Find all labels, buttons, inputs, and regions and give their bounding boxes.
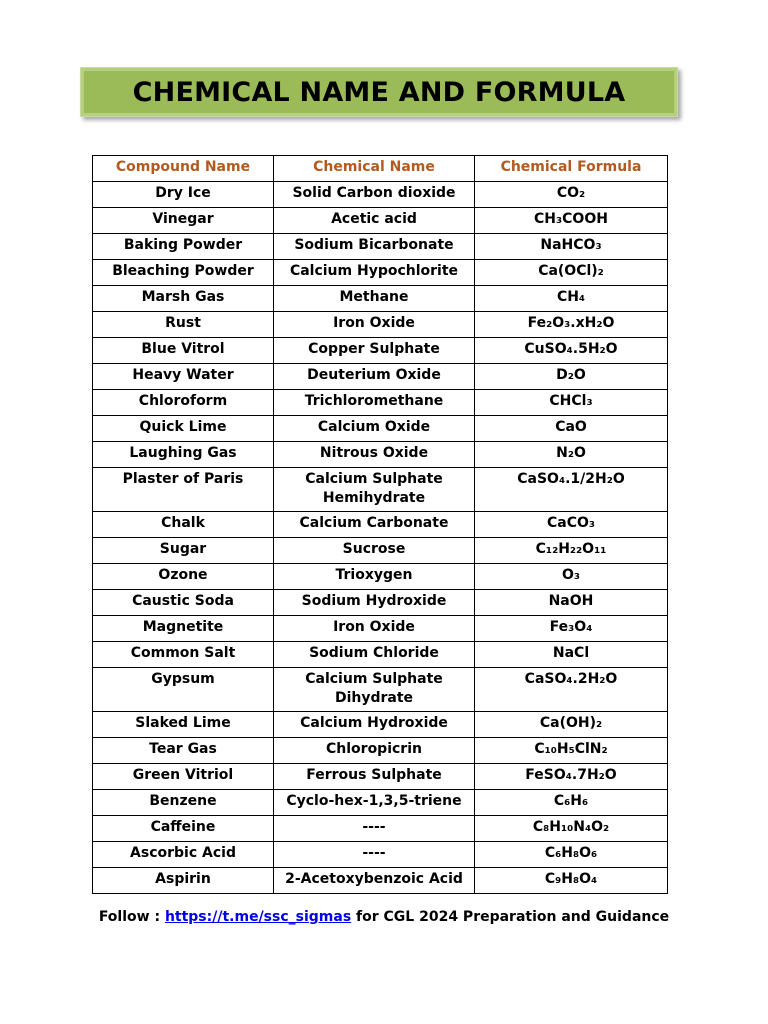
compound-name-cell: Quick Lime [93,416,274,442]
compound-name-cell: Marsh Gas [93,286,274,312]
table-body [93,182,668,894]
chemical-formula-cell: CO₂ [475,182,668,208]
chemical-formula-cell: NaOH [475,590,668,616]
column-header-chemical-formula: Chemical Formula [475,156,668,182]
table-row [93,390,668,416]
compound-name-cell: Vinegar [93,208,274,234]
chemical-name-cell: Calcium Sulphate Dihydrate [274,668,475,712]
compound-name-cell: Common Salt [93,642,274,668]
chemical-formula-cell: C₉H₈O₄ [475,868,668,894]
chemical-formula-cell: CHCl₃ [475,390,668,416]
compound-name-cell: Ascorbic Acid [93,842,274,868]
chemical-formula-cell: D₂O [475,364,668,390]
chemical-name-cell: Iron Oxide [274,312,475,338]
compound-name-cell: Green Vitriol [93,764,274,790]
table-row [93,816,668,842]
chemical-name-cell: Sodium Chloride [274,642,475,668]
chemical-name-cell: Trichloromethane [274,390,475,416]
table-row [93,364,668,390]
compound-name-cell: Laughing Gas [93,442,274,468]
chemical-name-cell: Sodium Hydroxide [274,590,475,616]
chemical-name-cell: Iron Oxide [274,616,475,642]
compound-name-cell: Caustic Soda [93,590,274,616]
table-header-row [93,156,668,182]
chemical-formula-cell: Fe₃O₄ [475,616,668,642]
table-row [93,442,668,468]
column-header-chemical-name: Chemical Name [274,156,475,182]
chemical-formula-cell: C₈H₁₀N₄O₂ [475,816,668,842]
chemical-name-cell: Calcium Oxide [274,416,475,442]
chemical-formula-cell: FeSO₄.7H₂O [475,764,668,790]
chemical-formula-cell: CH₄ [475,286,668,312]
chemical-formula-cell: CaCO₃ [475,512,668,538]
chemical-name-cell: Sodium Bicarbonate [274,234,475,260]
footer-suffix: for CGL 2024 Preparation and Guidance [351,909,670,925]
compound-name-cell: Dry Ice [93,182,274,208]
telegram-link[interactable]: https://t.me/ssc_sigmas [164,909,352,925]
compound-name-cell: Gypsum [93,668,274,712]
chemical-formula-cell: Ca(OCl)₂ [475,260,668,286]
footer-prefix: Follow : [98,909,165,925]
table-row [93,738,668,764]
chemical-formula-cell: C₆H₆ [475,790,668,816]
chemical-name-cell: Cyclo-hex-1,3,5-triene [274,790,475,816]
compound-name-cell: Caffeine [93,816,274,842]
table-row [93,790,668,816]
table-row [93,564,668,590]
chemical-formula-cell: CaO [475,416,668,442]
chemical-table [92,155,668,894]
table-row [93,842,668,868]
table-row [93,868,668,894]
chemical-name-cell: 2-Acetoxybenzoic Acid [274,868,475,894]
compound-name-cell: Tear Gas [93,738,274,764]
chemical-name-cell: Copper Sulphate [274,338,475,364]
compound-name-cell: Blue Vitrol [93,338,274,364]
chemical-formula-cell: Fe₂O₃.xH₂O [475,312,668,338]
compound-name-cell: Aspirin [93,868,274,894]
compound-name-cell: Benzene [93,790,274,816]
table-row [93,512,668,538]
compound-name-cell: Baking Powder [93,234,274,260]
compound-name-cell: Chloroform [93,390,274,416]
table-row [93,616,668,642]
chemical-name-cell: Nitrous Oxide [274,442,475,468]
table-row [93,338,668,364]
chemical-name-cell: ---- [274,816,475,842]
chemical-name-cell: ---- [274,842,475,868]
chemical-name-cell: Calcium Carbonate [274,512,475,538]
table-row [93,668,668,712]
table-row [93,208,668,234]
chemical-formula-cell: C₆H₈O₆ [475,842,668,868]
chemical-formula-cell: N₂O [475,442,668,468]
chemical-formula-cell: O₃ [475,564,668,590]
chemical-name-cell: Ferrous Sulphate [274,764,475,790]
compound-name-cell: Sugar [93,538,274,564]
compound-name-cell: Magnetite [93,616,274,642]
table-row [93,260,668,286]
table-row [93,286,668,312]
chemical-name-cell: Trioxygen [274,564,475,590]
table-row [93,234,668,260]
chemical-name-cell: Acetic acid [274,208,475,234]
compound-name-cell: Heavy Water [93,364,274,390]
chemical-name-cell: Chloropicrin [274,738,475,764]
compound-name-cell: Bleaching Powder [93,260,274,286]
table-row [93,182,668,208]
table-row [93,538,668,564]
chemical-name-cell: Solid Carbon dioxide [274,182,475,208]
table-row [93,312,668,338]
compound-name-cell: Ozone [93,564,274,590]
table-row [93,712,668,738]
compound-name-cell: Rust [93,312,274,338]
chemical-formula-cell: C₁₀H₅ClN₂ [475,738,668,764]
table-row [93,468,668,512]
chemical-name-cell: Sucrose [274,538,475,564]
chemical-name-cell: Calcium Sulphate Hemihydrate [274,468,475,512]
chemical-name-cell: Deuterium Oxide [274,364,475,390]
compound-name-cell: Chalk [93,512,274,538]
chemical-formula-cell: C₁₂H₂₂O₁₁ [475,538,668,564]
page-title: CHEMICAL NAME AND FORMULA [132,76,626,108]
compound-name-cell: Plaster of Paris [93,468,274,512]
table-row [93,642,668,668]
column-header-compound-name: Compound Name [93,156,274,182]
chemical-formula-cell: NaCl [475,642,668,668]
chemical-formula-cell: NaHCO₃ [475,234,668,260]
table-row [93,416,668,442]
chemical-formula-cell: CuSO₄.5H₂O [475,338,668,364]
title-banner [80,67,678,117]
chemical-formula-cell: CaSO₄.1/2H₂O [475,468,668,512]
chemical-formula-cell: Ca(OH)₂ [475,712,668,738]
table-row [93,590,668,616]
chemical-name-cell: Calcium Hydroxide [274,712,475,738]
chemical-name-cell: Methane [274,286,475,312]
compound-name-cell: Slaked Lime [93,712,274,738]
chemical-formula-cell: CaSO₄.2H₂O [475,668,668,712]
chemical-formula-cell: CH₃COOH [475,208,668,234]
table-row [93,764,668,790]
chemical-name-cell: Calcium Hypochlorite [274,260,475,286]
footer [0,909,768,925]
